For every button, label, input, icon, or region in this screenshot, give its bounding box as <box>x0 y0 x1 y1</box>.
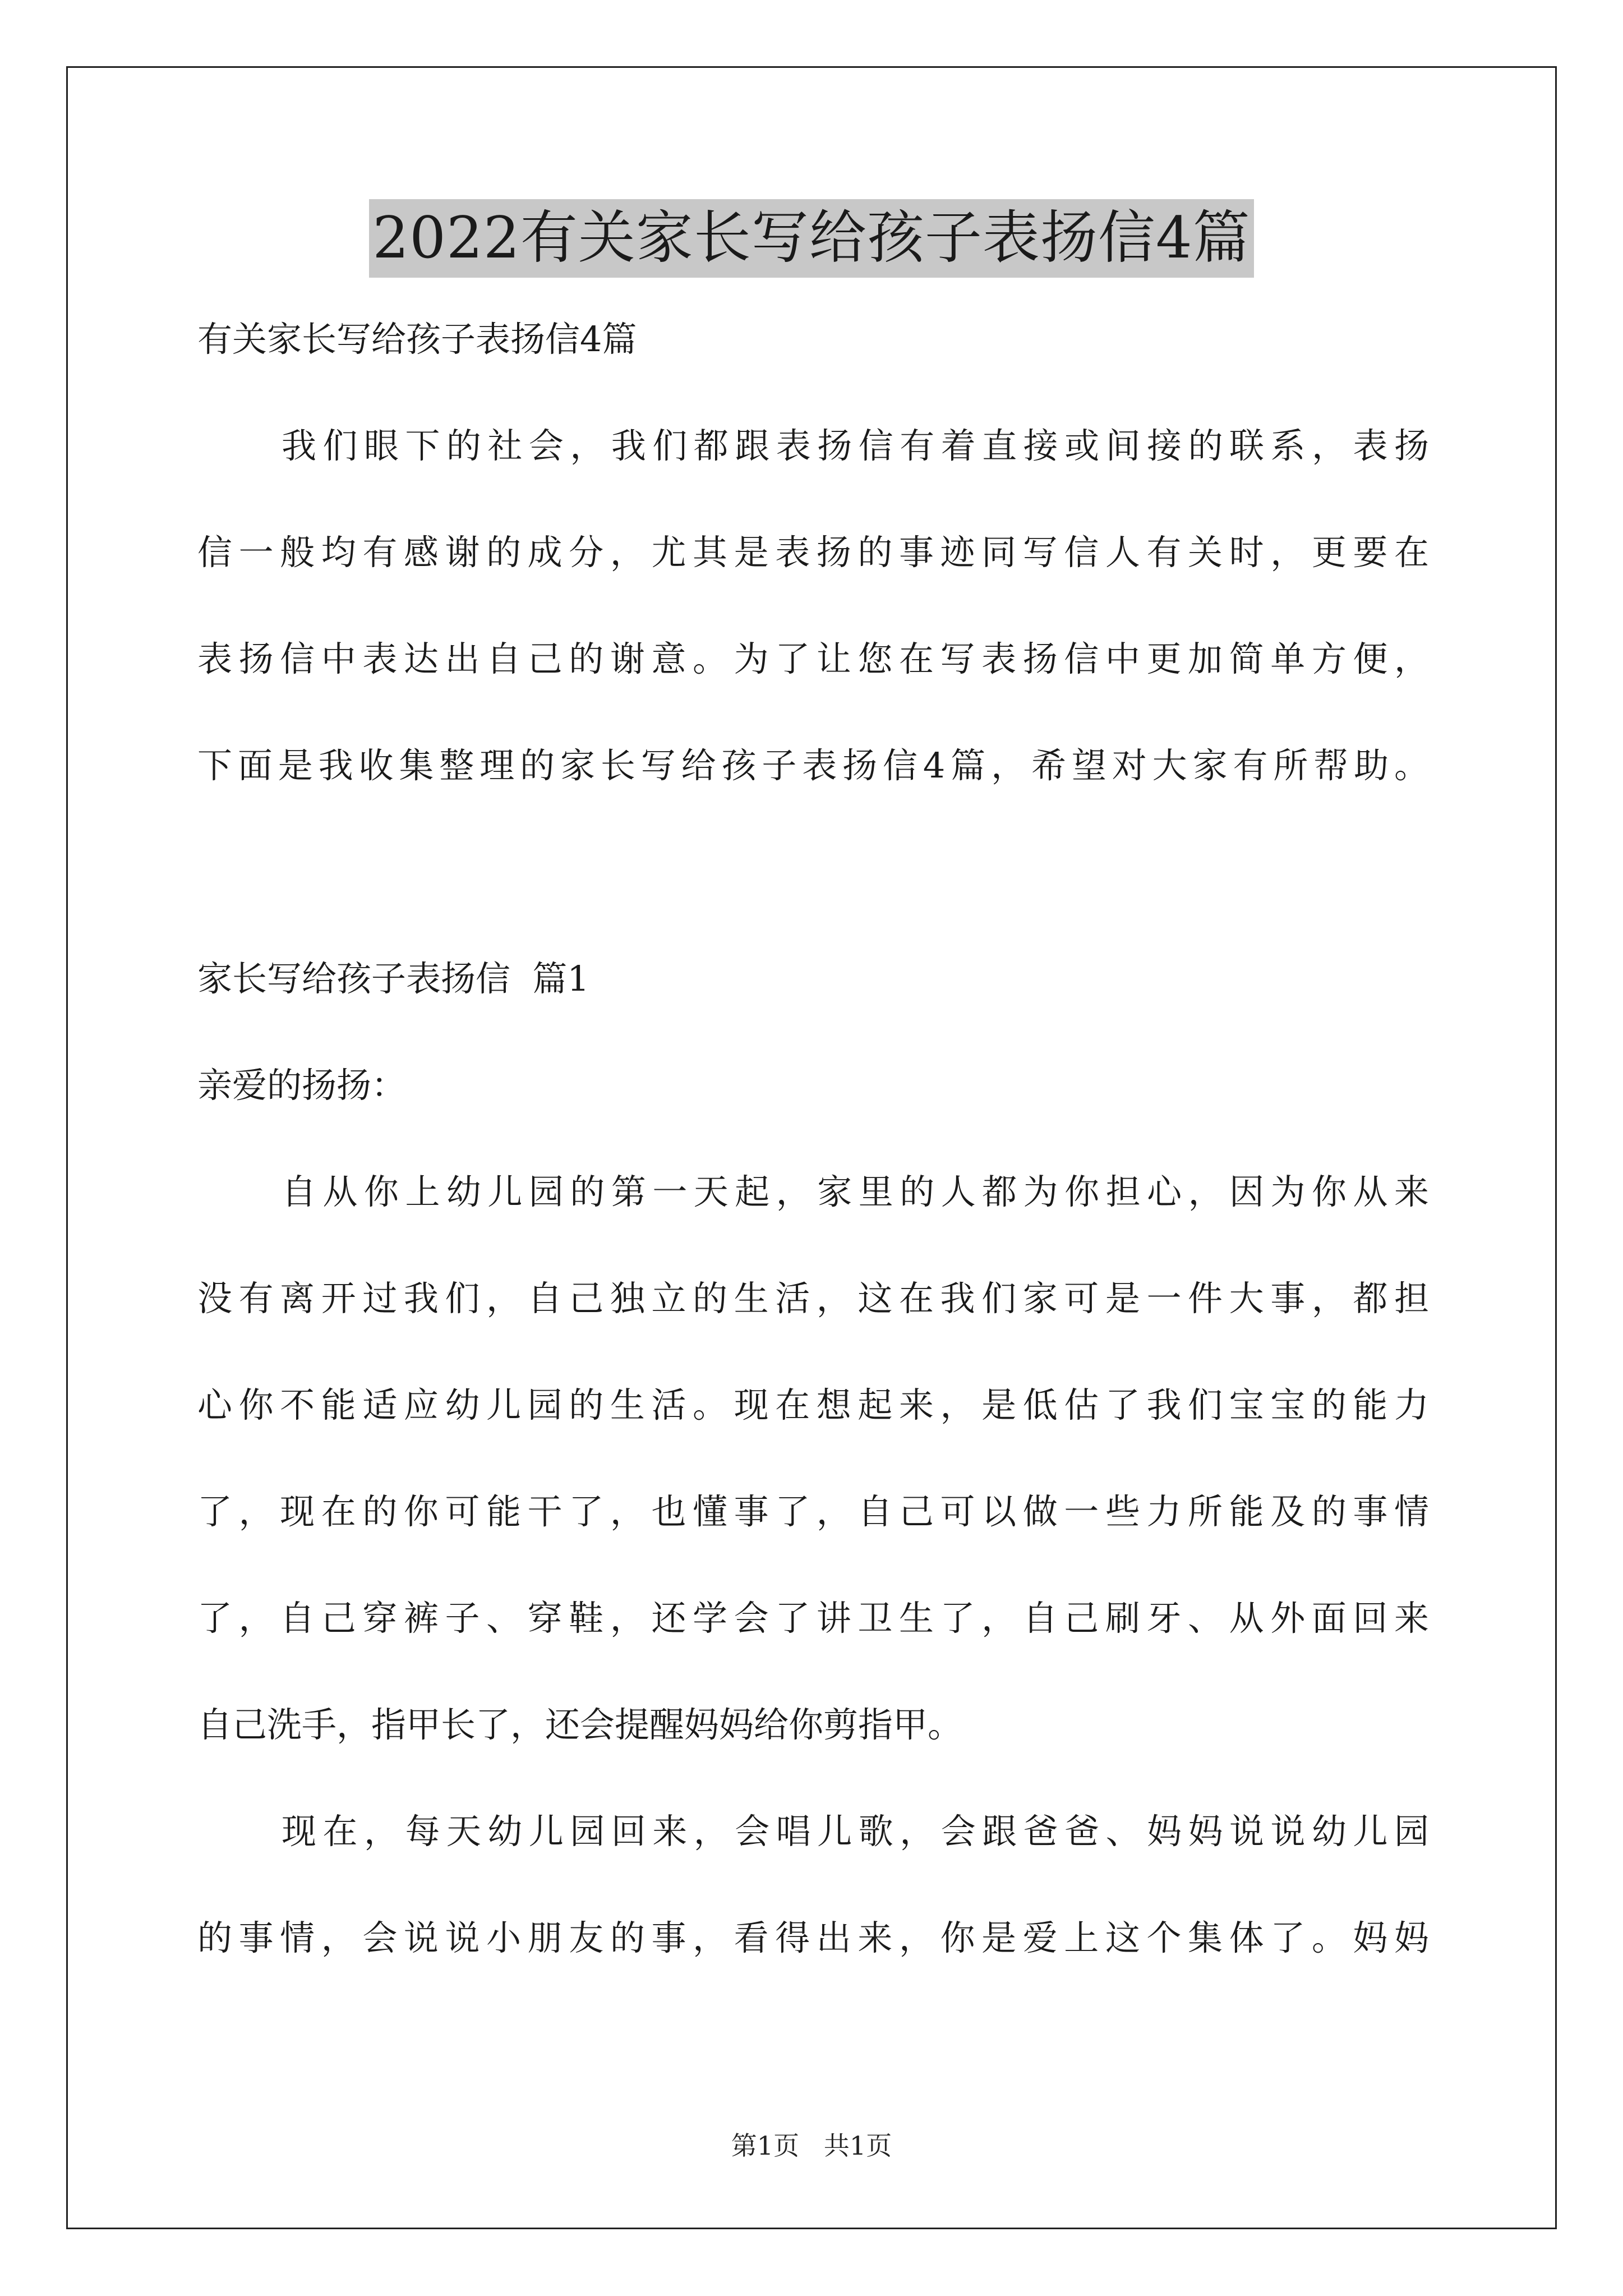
para2-line-1: 现在，每天幼儿园回来，会唱儿歌，会跟爸爸、妈妈说说幼儿园 <box>282 1811 1429 1852</box>
subtitle: 有关家长写给孩子表扬信4篇 <box>197 319 637 360</box>
para1-line-4: 了，现在的你可能干了，也懂事了，自己可以做一些力所能及的事情 <box>197 1491 1429 1532</box>
section-heading: 家长写给孩子表扬信 篇1 <box>197 958 589 999</box>
document-body <box>197 303 1429 2008</box>
page-number: 第1页 共1页 <box>731 2131 892 2161</box>
para1-line-5: 了，自己穿裤子、穿鞋，还学会了讲卫生了，自己刷牙、从外面回来 <box>197 1598 1429 1639</box>
salutation: 亲爱的扬扬： <box>197 1065 407 1106</box>
intro-line-3: 表扬信中表达出自己的谢意。为了让您在写表扬信中更加简单方便， <box>197 638 1429 679</box>
intro-line-1: 我们眼下的社会，我们都跟表扬信有着直接或间接的联系，表扬 <box>282 425 1429 466</box>
title-container <box>0 199 1623 278</box>
intro-line-4: 下面是我收集整理的家长写给孩子表扬信4篇，希望对大家有所帮助。 <box>197 745 1429 786</box>
para2-line-2: 的事情，会说说小朋友的事，看得出来，你是爱上这个集体了。妈妈 <box>197 1917 1429 1958</box>
para1-line-6: 自己洗手，指甲长了，还会提醒妈妈给你剪指甲。 <box>197 1704 963 1745</box>
section-spacer <box>197 836 1429 942</box>
para1-line-2: 没有离开过我们，自己独立的生活，这在我们家可是一件大事，都担 <box>197 1278 1429 1319</box>
para1-line-1: 自从你上幼儿园的第一天起，家里的人都为你担心，因为你从来 <box>282 1171 1429 1212</box>
intro-line-2: 信一般均有感谢的成分，尤其是表扬的事迹同写信人有关时，更要在 <box>197 532 1429 573</box>
document-title: 2022有关家长写给孩子表扬信4篇 <box>369 199 1253 278</box>
para1-line-3: 心你不能适应幼儿园的生活。现在想起来，是低估了我们宝宝的能力 <box>197 1384 1429 1425</box>
